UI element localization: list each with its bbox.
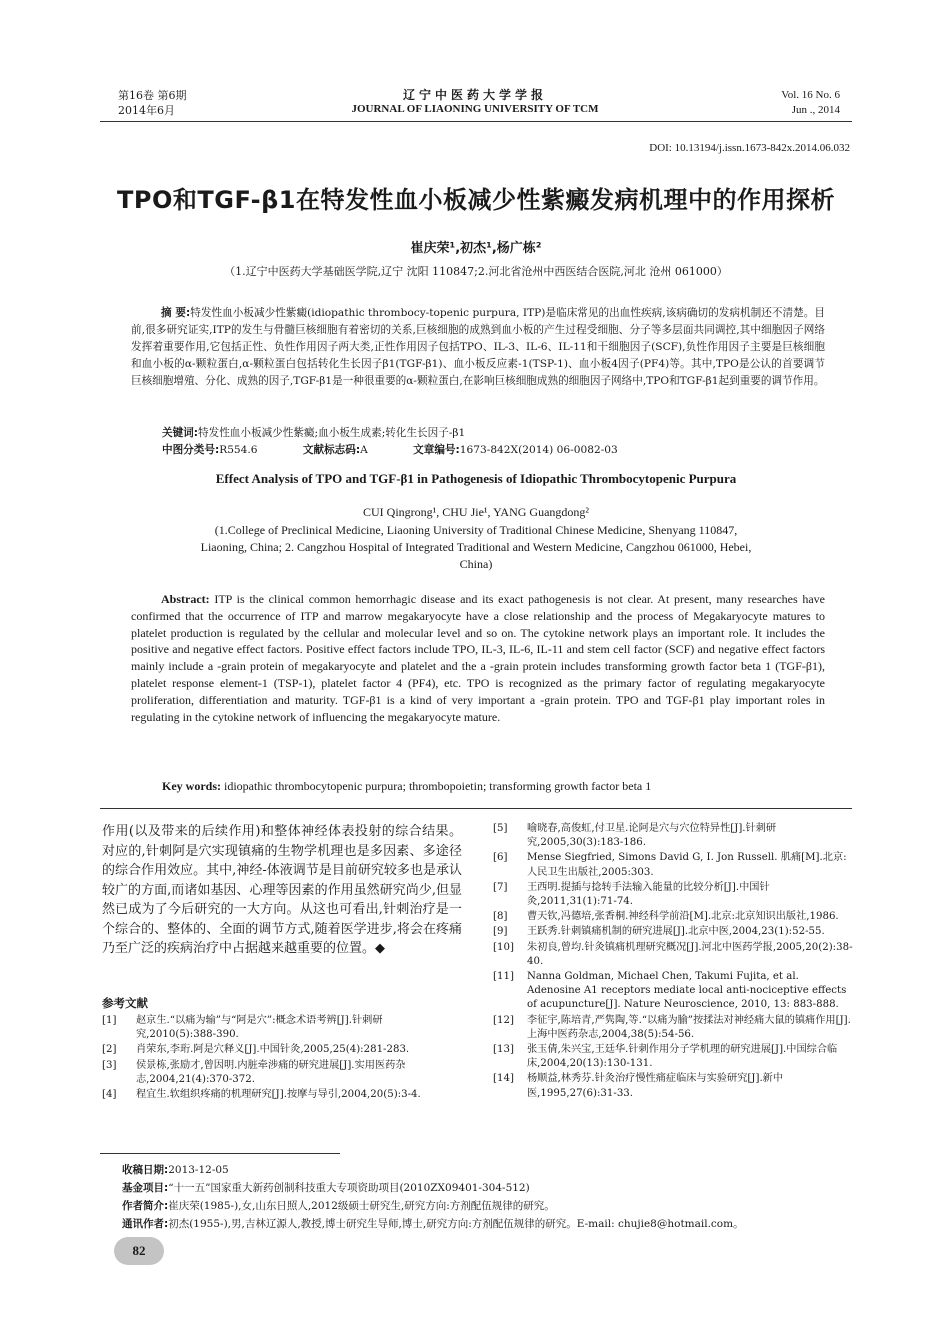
reference-number: [8] — [493, 911, 508, 923]
reference-number: [3] — [102, 1059, 117, 1071]
reference-number: [10] — [493, 941, 514, 953]
abstract-en-text: ITP is the clinical common hemorrhagic disease and its exact pathogenesis is not clear. At present, many researches have confirmed that the occurrence of ITP and marrow megakaryocyte have a close relationship and the process of Megakaryocyte matures to platelet production is regulated by the cellular and molecular level and so on. The cytokine network plays an important role. It includes the positive and negative effect factors. Positive effect factors include TPO, IL-3, IL-6, IL-11 and stem cell factor (SCF) and negative effect factors mainly include a -grain protein of megakaryocyte and platelet and the a -grain protein includes transforming growth factor beta 1 (TGF-β1), platelet response element-1 (TSP-1), platelet factor 4 (PF4), etc. TPO is recognized as the primary factor of regulating megakaryocyte proliferation, differentiation and maturity. TGF-β1 is a kind of very important a -grain protein. TPO and TGF-β1 play important roles in regulating in the cytokine network of influencing the megakaryocyte mature. — [131, 592, 826, 724]
abstract-en-label: Abstract: — [161, 592, 210, 606]
reference-text: 李征宇,陈培青,严隽陶,等.“以痛为腧”按揉法对神经痛大鼠的镇痛作用[J].上海中医药杂志,2004,38(5):54-56. — [527, 1014, 851, 1040]
affiliation: （1.辽宁中医药大学基础医学院,辽宁 沈阳 110847;2.河北省沧州中西医结合医院,河北 沧州 061000） — [224, 265, 728, 278]
references-heading: 参考文献 — [102, 996, 148, 1010]
header-volume: Vol. 16 No. 6 Jun ., 2014 — [781, 89, 840, 116]
reference-item — [493, 941, 853, 969]
reference-text: 肖荣东,李珩.阿是穴释义[J].中国针灸,2005,25(4):281-283. — [136, 1044, 410, 1056]
reference-item — [493, 1043, 853, 1071]
reference-item — [102, 1014, 462, 1042]
reference-text: Mense Siegfried, Simons David G, I. Jon Russell. 肌痛[M].北京:人民卫生出版社,2005:303. — [527, 852, 847, 878]
authors: 崔庆荣¹,初杰¹,杨广栋² — [410, 241, 542, 256]
reference-number: [9] — [493, 926, 508, 938]
reference-item — [493, 970, 853, 1013]
reference-text: Nanna Goldman, Michael Chen, Takumi Fujita, et al. Adenosine A1 receptors mediate local anti-nociceptive effects of acupuncture[J]. Nature Neuroscience, 2010, 13: 883-888. — [527, 971, 847, 1011]
reference-text: 王跃秀.针刺镇痛机制的研究进展[J].北京中医,2004,23(1):52-55. — [527, 926, 825, 938]
reference-item — [493, 881, 853, 909]
body-text: 作用(以及带来的后续作用)和整体神经体表投射的综合结果。对应的,针刺阿是穴实现镇痛的生物学机理也是多因素、多途径的综合作用效应。其中,神经-体液调节是目前研究较多也是承认较广的方面,而诸如基因、心理等因素的作用虽然研究尚少,但显然已成为了今后研究的一大方向。从这也可看出,针刺治疗是一个综合的、整体的、全面的调节方式,随着医学进步,将会在疼痛乃至广泛的疾病治疗中占据越来越重要的位置。◆ — [102, 824, 462, 956]
header-issue: 第16卷 第6期 2014年6月 — [118, 89, 187, 117]
reference-text: 程宜生.软组织疼痛的机理研究[J].按摩与导引,2004,20(5):3-4. — [136, 1089, 421, 1101]
english-authors: CUI Qingrong¹, CHU Jie¹, YANG Guangdong² — [362, 505, 589, 519]
references-right — [493, 822, 853, 1102]
fund-project: 基金项目:“十一五”国家重大新药创制科技重大专项资助项目(2010ZX09401-304-512) — [122, 1182, 530, 1194]
reference-number: [5] — [493, 823, 508, 834]
reference-item — [493, 925, 853, 939]
keywords-en: Key words: idiopathic thrombocytopenic purpura; thrombopoietin; transforming growth factor beta 1 — [162, 779, 652, 793]
reference-text: 侯景栋,张励才,曾因明.内脏牵涉痛的研究进展[J].实用医药杂志,2004,21(4):370-372. — [136, 1059, 406, 1085]
reference-text: 赵京生.“以痛为输”与“阿是穴”:概念术语考辨[J].针刺研究,2010(5):388-390. — [136, 1015, 383, 1041]
abstract-cn-text: 特发性血小板减少性紫癜(idiopathic thrombocy-topenic purpura, ITP)是临床常见的出血性疾病,该病确切的发病机制还不清楚。目前,很多研究证实,ITP的发生与骨髓巨核细胞有着密切的关系,巨核细胞的成熟到血小板的产生过程受细胞、分子等多层面共同调控,其中细胞因子网络发挥着重要作用,它包括正性、负性作用因子两大类,正性作用因子包括TPO、IL-3、IL-6、IL-11和干细胞因子(SCF),负性作用因子主要是巨核细胞和血小板的α-颗粒蛋白,α-颗粒蛋白包括转化生长因子β1(TGF-β1)、血小板反应素-1(TSP-1)、血小板4因子(PF4)等。其中,TPO是公认的首要调节巨核细胞增殖、分化、成熟的因子,TGF-β1是一种很重要的α-颗粒蛋白,在影响巨核细胞成熟的细胞因子网络中,TPO和TGF-β1起到重要的调节作用。 — [131, 307, 825, 387]
reference-item — [102, 1043, 462, 1057]
keywords-cn: 关键词:特发性血小板减少性紫癜;血小板生成素;转化生长因子-β1 — [162, 427, 466, 439]
reference-number: [13] — [493, 1044, 514, 1056]
abstract-cn — [131, 305, 825, 390]
reference-text: 喻晓春,高俊虹,付卫星.论阿是穴与穴位特异性[J].针刺研究,2005,30(3):183-186. — [527, 823, 777, 849]
reference-item — [493, 1072, 853, 1100]
section-divider — [100, 808, 852, 809]
abstract-en — [131, 591, 825, 725]
received-date: 收稿日期:2013-12-05 — [122, 1164, 229, 1176]
english-affiliation: (1.College of Preclinical Medicine, Liaoning University of Traditional Chinese Medicine, Shenyang 110847, Liaoning, China; 2. Cangzhou Hospital of Integrated Traditional and Western Medicine, Cangzhou 061000, Hebei, China) — [200, 523, 752, 571]
reference-text: 杨顺益,林秀芬.针灸治疗慢性痛症临床与实验研究[J].新中医,1995,27(6):31-33. — [527, 1073, 784, 1099]
reference-number: [4] — [102, 1089, 117, 1101]
reference-number: [14] — [493, 1073, 514, 1085]
reference-item — [493, 822, 853, 850]
reference-number: [2] — [102, 1044, 117, 1056]
reference-item — [493, 910, 853, 924]
reference-number: [1] — [102, 1015, 117, 1026]
reference-text: 朱初良,曾均.针灸镇痛机理研究概况[J].河北中医药学报,2005,20(2):38-40. — [527, 941, 853, 967]
reference-item — [102, 1059, 462, 1087]
abstract-cn-label: 摘 要: — [161, 307, 191, 319]
author-bio: 作者简介:崔庆荣(1985-),女,山东日照人,2012级硕士研究生,研究方向:方剂配伍规律的研究。 — [122, 1200, 555, 1212]
reference-item — [102, 1088, 462, 1102]
reference-text: 曹天钦,冯德培,张香桐.神经科学前沿[M].北京:北京知识出版社,1986. — [527, 911, 839, 923]
reference-text: 张玉倩,朱兴宝,王廷华.针刺作用分子学机理的研究进展[J].中国综合临床,2004,20(13):130-131. — [527, 1044, 838, 1070]
reference-text: 王西明.提插与捻转手法输入能量的比较分析[J].中国针灸,2011,31(1):71-74. — [527, 881, 770, 908]
references-left — [102, 1014, 462, 1103]
reference-item — [493, 851, 853, 879]
classification-line: 中图分类号:R554.6 文献标志码:A 文章编号:1673-842X(2014) 06-0082-03 — [162, 444, 618, 456]
reference-item — [493, 1014, 853, 1042]
footnotes — [122, 1161, 852, 1233]
reference-number: [11] — [493, 971, 514, 983]
page-number: 82 — [114, 1237, 164, 1265]
journal-title: 辽宁中医药大学学报 JOURNAL OF LIAONING UNIVERSITY OF TCM — [351, 88, 599, 115]
english-title: Effect Analysis of TPO and TGF-β1 in Pathogenesis of Idiopathic Thrombocytopenic Purpura — [215, 471, 737, 486]
reference-number: [12] — [493, 1014, 514, 1026]
doi: DOI: 10.13194/j.issn.1673-842x.2014.06.032 — [649, 142, 850, 154]
reference-number: [6] — [493, 852, 508, 864]
header-divider — [100, 121, 852, 122]
footnote-divider — [100, 1153, 340, 1154]
reference-number: [7] — [493, 881, 508, 893]
corresponding-author: 通讯作者:初杰(1955-),男,吉林辽源人,教授,博士研究生导师,博士,研究方向:方剂配伍规律的研究。E-mail: chujie8@hotmail.com。 — [122, 1218, 744, 1230]
article-title: TPO和TGF-β1在特发性血小板减少性紫癜发病机理中的作用探析 — [117, 186, 835, 214]
